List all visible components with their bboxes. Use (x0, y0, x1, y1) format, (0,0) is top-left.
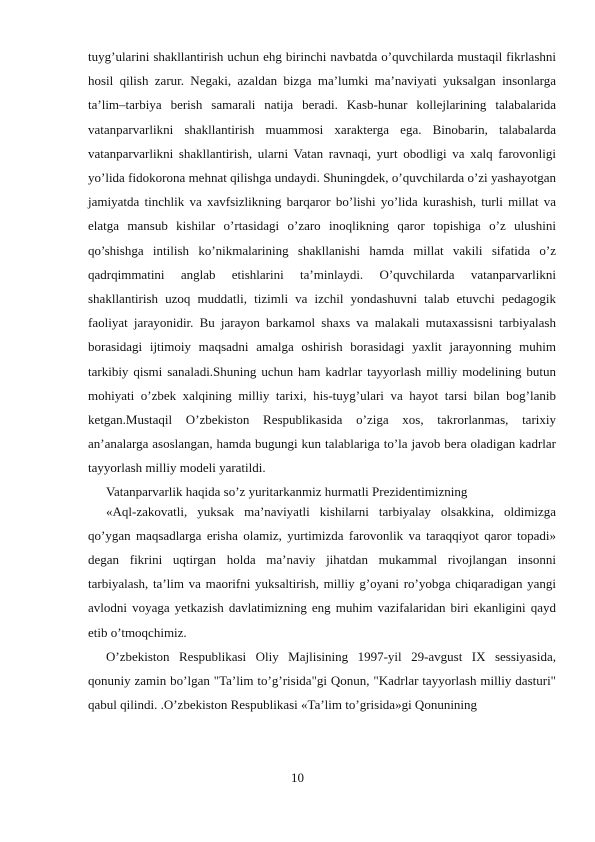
paragraph-1: tuyg’ularini shakllantirish uchun ehg birinchi navbatda o’quvchilarda mustaqil fikrlashni hosil qilish zarur. Negaki, azaldan bizga ma’lumki ma’naviyati yuksalgan insonlarga ta’lim–tarbiya berish samarali natija beradi. Kasb-hunar kollejlarining talabalarida vatanparvarlikni shakllantirish muammosi xarakterga ega. Binobarin, talabalarda vatanparvarlikni shakllantirish, ularni Vatan ravnaqi, yurt obodligi va xalq farovonligi yo’lida fidokorona mehnat qilishga undaydi. Shuningdek, o’quvchilarda o’zi yashayotgan jamiyatda tinchlik va xavfsizlikning barqaror bo’lishi yo’lida kurashish, turli millat va elatga mansub kishilar o’rtasidagi o’zaro inoqlikning qaror topishiga o’z ulushini qo’shishga intilish ko’nikmalarining shakllanishi hamda millat vakili sifatida o’z qadrqimmatini anglab etishlarini ta’minlaydi. O’quvchilarda vatanparvarlikni shakllantirish uzoq muddatli, tizimli va izchil yondashuvni talab etuvchi pedagogik faoliyat jarayonidir. Bu jarayon barkamol shaxs va malakali mutaxassisni tarbiyalash borasidagi ijtimoiy maqsadni amalga oshirish borasidagi yaxlit jarayonning muhim tarkibiy qismi sanaladi.Shuning uchun ham kadrlar tayyorlash milliy modelining butun mohiyati o’zbek xalqining milliy tarixi, his-tuyg’ulari va hayot tarsi bilan bog’lanib ketgan.Mustaqil O’zbekiston Respublikasida o’ziga xos, takrorlanmas, tarixiy an’analarga asoslangan, hamda bugungi kun talablariga to’la javob bera oladigan kadrlar tayyorlash milliy modeli yaratildi. (88, 49, 556, 476)
paragraph-3: «Aql-zakovatli, yuksak ma’naviyatli kishilarni tarbiyalay olsakkina, oldimizga qo’ygan maqsadlarga erisha olamiz, yurtimizda farovonlik va taraqqiyot qaror topadi» degan fikrini uqtirgan holda ma’naviy jihatdan mukammal rivojlangan insonni tarbiyalash, ta’lim va maorifni yuksaltirish, milliy g’oyani ro’yobga chiqaradigan yangi avlodni voyaga yetkazish davlatimizning eng muhim vazifalaridan biri ekanligini qayd etib o’tmoqchimiz. (88, 503, 556, 640)
body-text (88, 45, 556, 717)
paragraph-2: Vatanparvarlik haqida so’z yuritarkanmiz hurmatli Prezidentimizning (106, 483, 468, 499)
paragraph-4: O’zbekiston Respublikasi Oliy Majlisining 1997-yil 29-avgust IX sessiyasida, qonuniy zamin bo’lgan "Ta’lim to’g’risida"gi Qonun, "Kadrlar tayyorlash milliy dasturi" qabul qilindi. .O’zbekiston Respublikasi «Ta’lim to’grisida»gi Qonunining (88, 648, 556, 713)
page-number: 10 (291, 770, 304, 785)
